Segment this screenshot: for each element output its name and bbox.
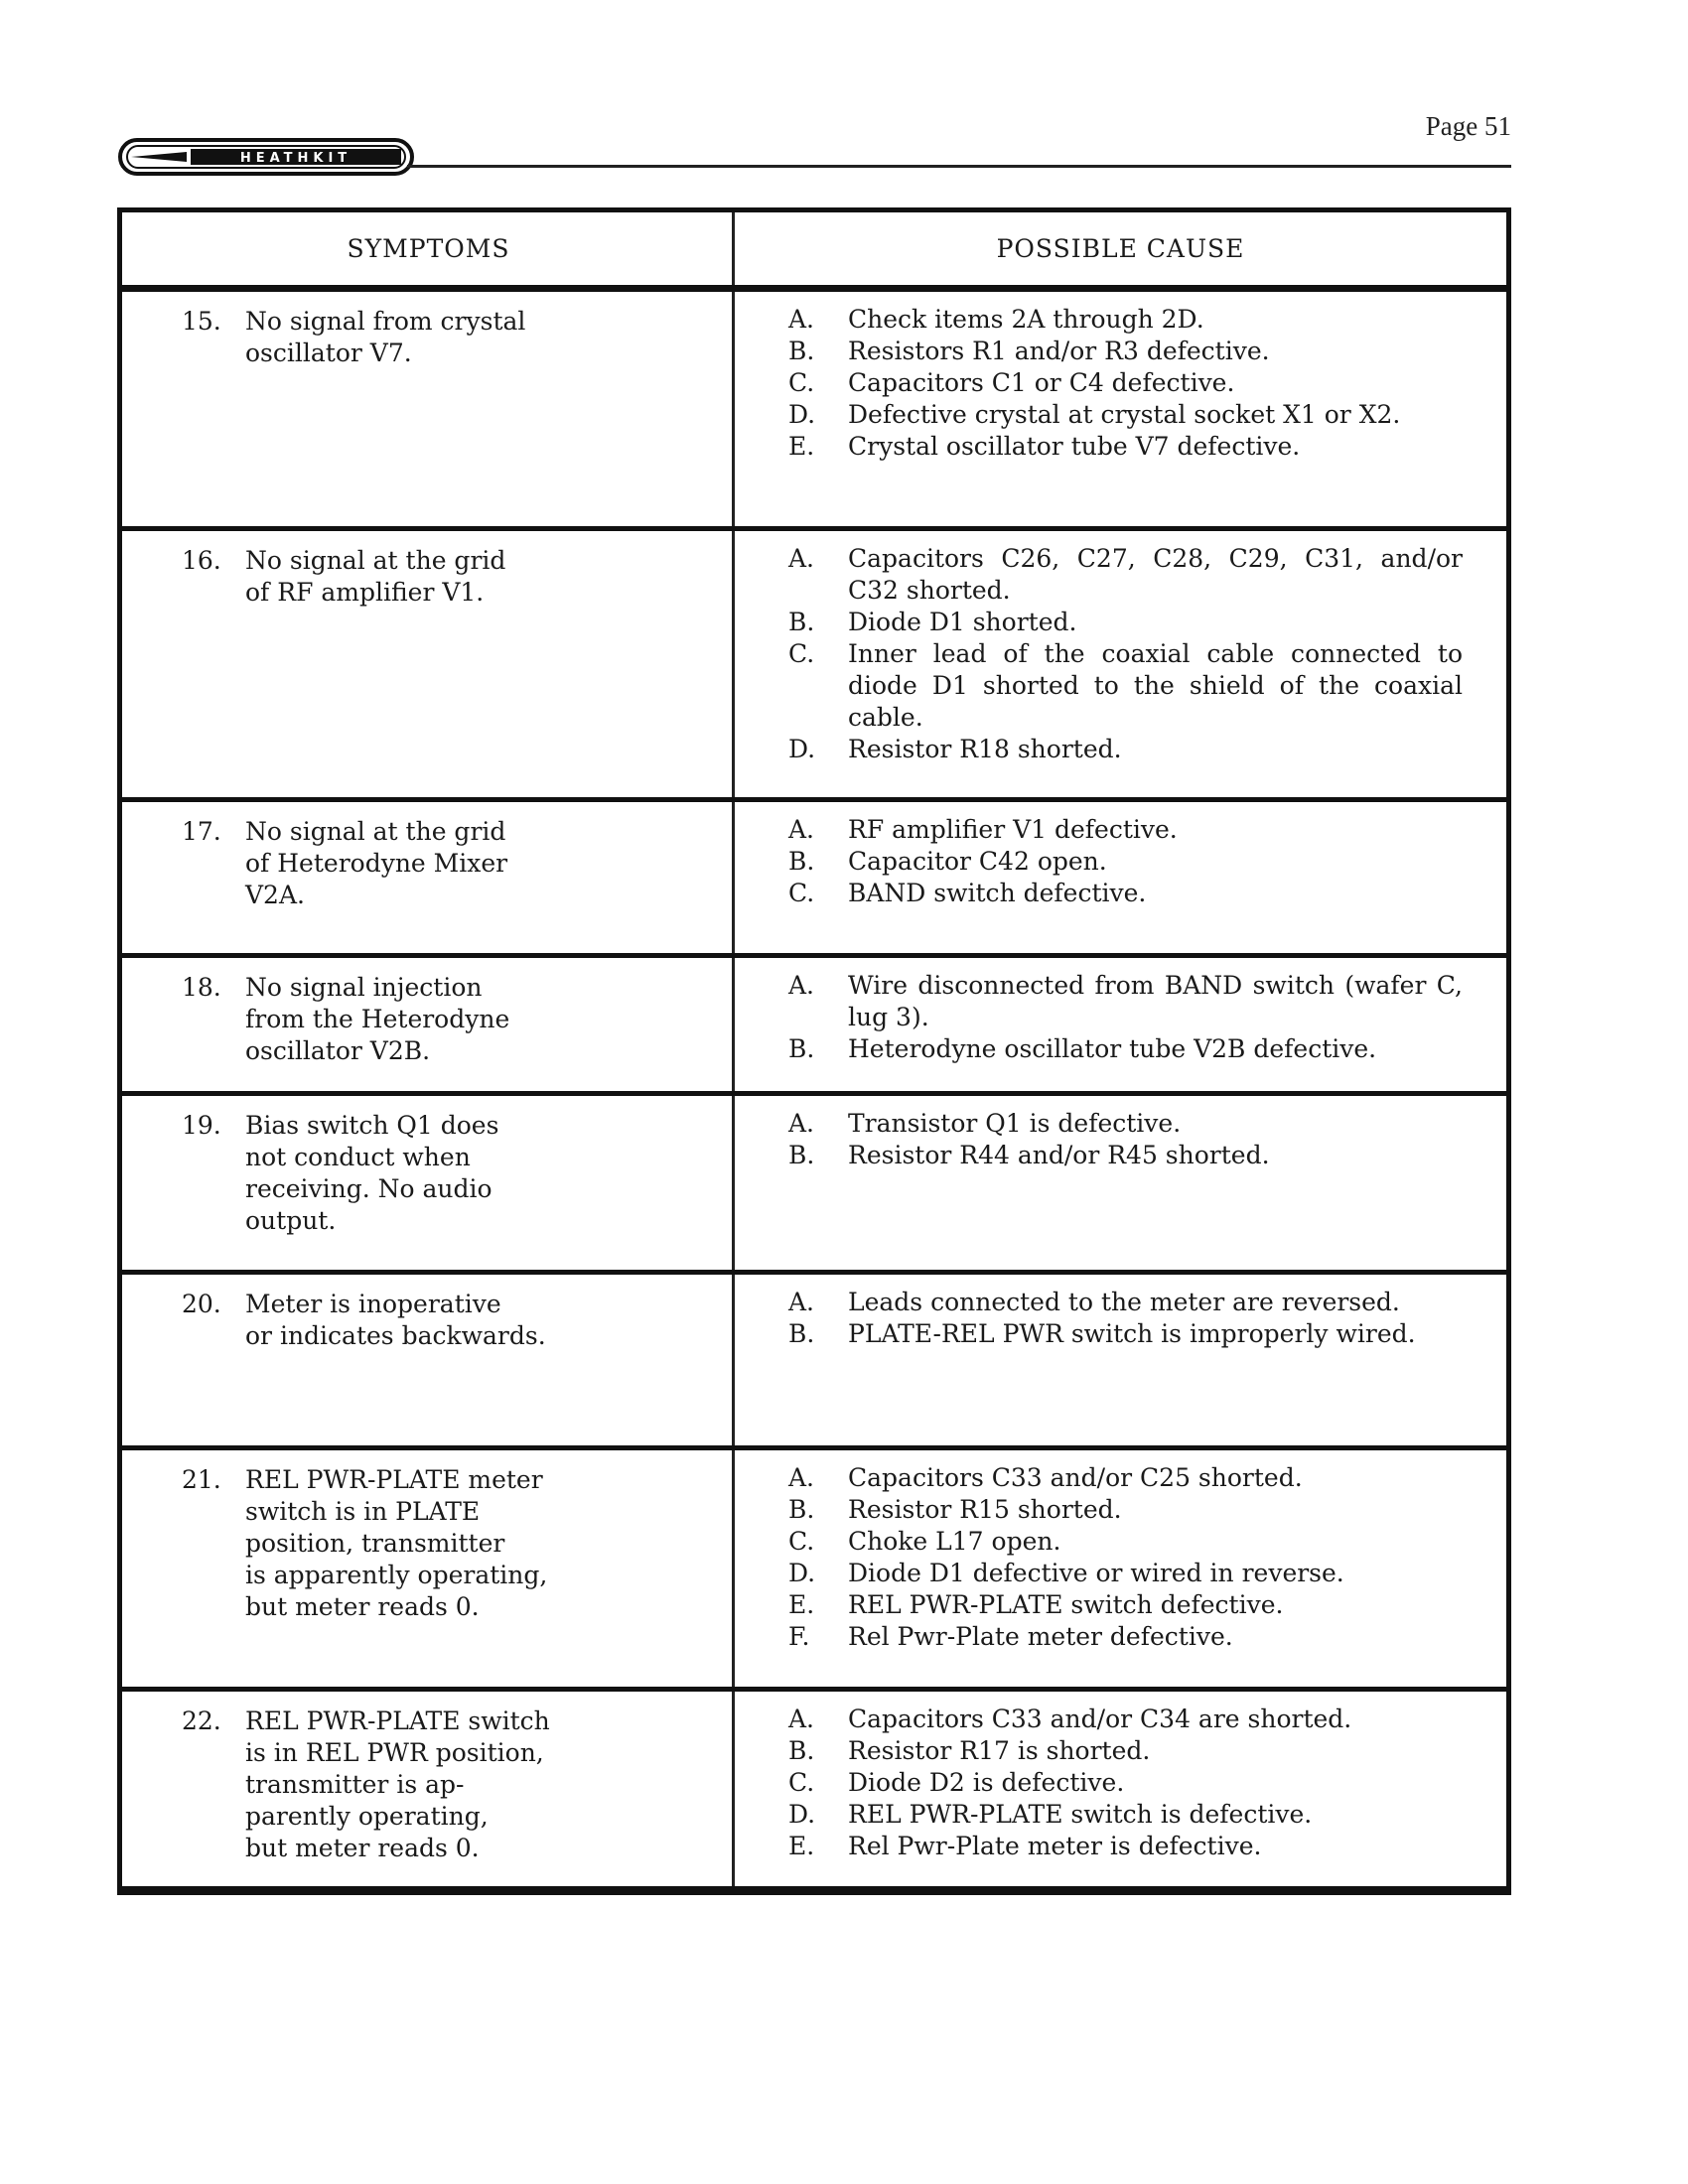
cause-text: Choke L17 open. <box>848 1527 1061 1556</box>
cause-letter: A. <box>788 815 815 844</box>
table-row <box>122 1450 1506 1692</box>
symptom-text: No signal at the grid of Heterodyne Mixer V2A. <box>245 817 508 909</box>
cause-letter: B. <box>788 847 815 876</box>
cause-letter: C. <box>788 879 815 907</box>
symptom-cell <box>122 531 735 797</box>
symptom-cell <box>122 1450 735 1687</box>
table-row <box>122 1692 1506 1886</box>
cause-item <box>788 1318 1463 1350</box>
cause-item <box>788 1799 1463 1831</box>
symptom-number: 15. <box>182 307 221 336</box>
table-row <box>122 531 1506 802</box>
cause-cell <box>735 1450 1506 1687</box>
cause-item <box>788 543 1463 607</box>
cause-text: Wire disconnected from BAND switch (wafer C, lug 3). <box>848 971 1463 1031</box>
cause-item <box>788 1108 1463 1140</box>
cause-item <box>788 846 1463 878</box>
cause-item <box>788 1589 1463 1621</box>
cause-text: Diode D2 is defective. <box>848 1768 1125 1797</box>
possible-cause-heading: POSSIBLE CAUSE <box>996 234 1245 263</box>
cause-cell <box>735 292 1506 526</box>
cause-item <box>788 431 1463 463</box>
page-number: Page 51 <box>1425 111 1511 141</box>
symptom-cell <box>122 292 735 526</box>
cause-item <box>788 1621 1463 1653</box>
symptom-number: 18. <box>182 973 221 1002</box>
cause-letter: A. <box>788 305 815 334</box>
cause-letter: B. <box>788 1736 815 1765</box>
cause-item <box>788 1494 1463 1526</box>
cause-item <box>788 1704 1463 1735</box>
symptom-number: 19. <box>182 1111 221 1140</box>
table-header <box>122 212 1506 292</box>
cause-item <box>788 1462 1463 1494</box>
cause-letter: D. <box>788 1559 816 1587</box>
cause-letter: A. <box>788 1463 815 1492</box>
cause-letter: B. <box>788 1319 815 1348</box>
symptoms-heading: SYMPTOMS <box>347 234 510 263</box>
symptom-number: 22. <box>182 1706 221 1735</box>
cause-text: Check items 2A through 2D. <box>848 305 1204 334</box>
cause-letter: C. <box>788 368 815 397</box>
cause-letter: A. <box>788 971 815 1000</box>
symptom-text: Meter is inoperative or indicates backwards. <box>245 1290 546 1350</box>
cause-cell <box>735 1275 1506 1445</box>
cause-letter: B. <box>788 1141 815 1169</box>
cause-letter: F. <box>788 1622 810 1651</box>
symptom-number: 16. <box>182 546 221 575</box>
cause-text: Rel Pwr-Plate meter defective. <box>848 1622 1233 1651</box>
cause-item <box>788 1558 1463 1589</box>
cause-letter: E. <box>788 432 815 461</box>
cause-item <box>788 1831 1463 1862</box>
cause-text: BAND switch defective. <box>848 879 1147 907</box>
cause-text: REL PWR-PLATE switch defective. <box>848 1590 1284 1619</box>
cause-item <box>788 1767 1463 1799</box>
troubleshooting-table <box>117 207 1511 1895</box>
cause-letter: A. <box>788 1288 815 1316</box>
cause-item <box>788 878 1463 909</box>
cause-item <box>788 399 1463 431</box>
cause-text: Inner lead of the coaxial cable connected to diode D1 shorted to the shield of the coaxial cable. <box>848 639 1463 732</box>
symptom-number: 20. <box>182 1290 221 1318</box>
cause-cell <box>735 531 1506 797</box>
logo-text: HEATHKIT <box>239 151 352 166</box>
header-rule <box>407 165 1511 168</box>
table-row <box>122 958 1506 1096</box>
symptom-text: No signal at the grid of RF amplifier V1. <box>245 546 506 607</box>
cause-item <box>788 367 1463 399</box>
cause-text: REL PWR-PLATE switch is defective. <box>848 1800 1313 1829</box>
cause-cell <box>735 1096 1506 1270</box>
cause-item <box>788 814 1463 846</box>
cause-text: Diode D1 defective or wired in reverse. <box>848 1559 1344 1587</box>
cause-letter: D. <box>788 400 816 429</box>
symptom-text: No signal injection from the Heterodyne oscillator V2B. <box>245 973 510 1065</box>
cause-cell <box>735 802 1506 953</box>
cause-letter: A. <box>788 1705 815 1733</box>
cause-letter: C. <box>788 1768 815 1797</box>
symptom-cell <box>122 1275 735 1445</box>
cause-letter: B. <box>788 1034 815 1063</box>
cause-text: Heterodyne oscillator tube V2B defective. <box>848 1034 1377 1063</box>
cause-text: Capacitor C42 open. <box>848 847 1107 876</box>
cause-item <box>788 1033 1463 1065</box>
cause-letter: C. <box>788 639 815 668</box>
cause-item <box>788 1140 1463 1171</box>
symptom-text: REL PWR-PLATE switch is in REL PWR position, transmitter is ap- parently operating, but meter reads 0. <box>245 1706 550 1862</box>
cause-letter: A. <box>788 544 815 573</box>
cause-letter: B. <box>788 337 815 365</box>
cause-item <box>788 1287 1463 1318</box>
cause-text: Capacitors C33 and/or C34 are shorted. <box>848 1705 1352 1733</box>
table-row <box>122 1096 1506 1275</box>
cause-text: PLATE-REL PWR switch is improperly wired. <box>848 1319 1416 1348</box>
cause-item <box>788 607 1463 638</box>
cause-item <box>788 970 1463 1033</box>
cause-text: Rel Pwr-Plate meter is defective. <box>848 1832 1262 1860</box>
cause-text: Transistor Q1 is defective. <box>848 1109 1182 1138</box>
cause-letter: B. <box>788 1495 815 1524</box>
symptom-cell <box>122 1692 735 1886</box>
table-row <box>122 802 1506 958</box>
cause-text: Leads connected to the meter are reversed. <box>848 1288 1400 1316</box>
cause-letter: D. <box>788 1800 816 1829</box>
cause-letter: D. <box>788 735 816 763</box>
cause-text: Capacitors C33 and/or C25 shorted. <box>848 1463 1303 1492</box>
cause-text: Diode D1 shorted. <box>848 608 1077 636</box>
cause-item <box>788 1735 1463 1767</box>
symptom-text: Bias switch Q1 does not conduct when receiving. No audio output. <box>245 1111 499 1235</box>
symptom-cell <box>122 1096 735 1270</box>
cause-text: RF amplifier V1 defective. <box>848 815 1178 844</box>
cause-item <box>788 638 1463 734</box>
cause-cell <box>735 958 1506 1091</box>
cause-cell <box>735 1692 1506 1886</box>
cause-letter: C. <box>788 1527 815 1556</box>
table-row <box>122 1275 1506 1450</box>
cause-item <box>788 1526 1463 1558</box>
table-row <box>122 292 1506 531</box>
cause-item <box>788 336 1463 367</box>
cause-text: Crystal oscillator tube V7 defective. <box>848 432 1301 461</box>
cause-text: Resistor R18 shorted. <box>848 735 1122 763</box>
cause-letter: E. <box>788 1832 815 1860</box>
cause-item <box>788 304 1463 336</box>
cause-text: Defective crystal at crystal socket X1 or X2. <box>848 400 1401 429</box>
cause-item <box>788 734 1463 765</box>
cause-text: Resistor R17 is shorted. <box>848 1736 1151 1765</box>
symptom-text: REL PWR-PLATE meter switch is in PLATE position, transmitter is apparently operating, but meter reads 0. <box>245 1465 548 1621</box>
symptom-text: No signal from crystal oscillator V7. <box>245 307 526 367</box>
heathkit-logo <box>117 135 415 179</box>
cause-text: Resistor R44 and/or R45 shorted. <box>848 1141 1270 1169</box>
cause-text: Resistors R1 and/or R3 defective. <box>848 337 1270 365</box>
cause-text: Resistor R15 shorted. <box>848 1495 1122 1524</box>
cause-text: Capacitors C1 or C4 defective. <box>848 368 1235 397</box>
symptom-cell <box>122 802 735 953</box>
cause-letter: B. <box>788 608 815 636</box>
symptom-number: 17. <box>182 817 221 846</box>
cause-letter: A. <box>788 1109 815 1138</box>
cause-letter: E. <box>788 1590 815 1619</box>
symptom-cell <box>122 958 735 1091</box>
cause-text: Capacitors C26, C27, C28, C29, C31, and/or C32 shorted. <box>848 544 1463 605</box>
symptom-number: 21. <box>182 1465 221 1494</box>
